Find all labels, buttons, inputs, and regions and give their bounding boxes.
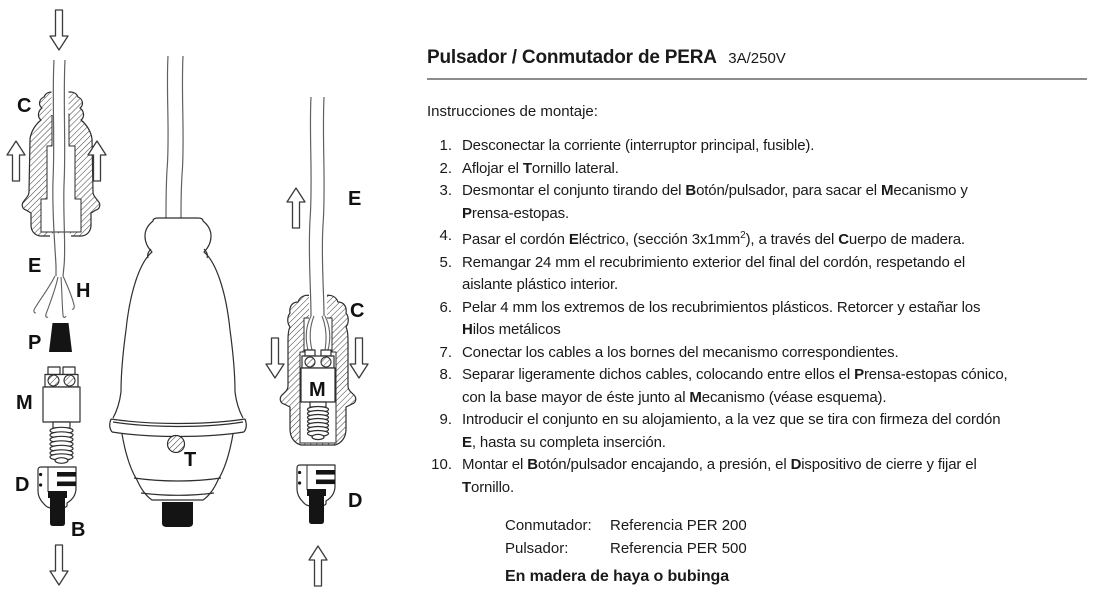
instruction-item	[427, 135, 1087, 158]
pear-body-outline	[113, 218, 243, 418]
instruction-text: Separar ligeramente dichos cables, colocando entre ellos el Prensa-estopas cónico, con la base mayor de éste junto al Mecanismo (véase esquema).	[462, 366, 1008, 406]
instruction-text: Aflojar el Tornillo lateral.	[462, 159, 619, 177]
instruction-item	[427, 225, 1087, 252]
label-mechanism: M	[309, 379, 326, 401]
instruction-text: Pelar 4 mm los extremos de los recubrimientos plásticos. Retorcer y estañar los Hilos metálicos	[462, 298, 981, 338]
references	[427, 515, 1087, 560]
closing-device-part	[38, 467, 76, 526]
gland-cone	[49, 323, 72, 352]
instruction-number: 10.	[431, 456, 452, 473]
terminal-screw-icon	[48, 375, 59, 386]
terminal-screw-icon	[64, 375, 75, 386]
label-body: C	[17, 95, 32, 117]
arrow-up-icon	[7, 141, 25, 181]
instructions-list	[427, 135, 1087, 499]
label-cord: E	[28, 255, 42, 277]
side-screw-icon	[168, 436, 185, 453]
terminal-screw-icon	[305, 357, 315, 367]
instruction-text: Pasar el cordón Eléctrico, (sección $3x1mm^2$), a través del Cuerpo de madera.	[462, 230, 965, 248]
instruction-item	[427, 297, 1087, 342]
metal-wire	[34, 276, 55, 313]
instructions-heading: Instrucciones de montaje:	[427, 103, 598, 120]
label-device: D	[15, 474, 30, 496]
instruction-number: 1.	[439, 137, 452, 154]
assembled-switch	[110, 56, 247, 527]
terminal-screw-icon	[321, 357, 331, 367]
metal-wire	[61, 277, 66, 317]
reference-label: Conmutador:	[505, 517, 592, 534]
instruction-item	[427, 409, 1087, 454]
electric-cord	[181, 56, 183, 218]
mechanism-part	[43, 367, 80, 463]
electric-cord	[166, 56, 168, 218]
reference-row	[505, 515, 1087, 538]
instruction-text: Desmontar el conjunto tirando del Botón/pulsador, para sacar el Mecanismo y Prensa-estopas.	[462, 182, 968, 222]
assembly-diagram	[0, 0, 420, 600]
instruction-number: 6.	[439, 298, 452, 316]
instruction-item	[427, 454, 1087, 499]
material-note: En madera de haya o bubinga	[505, 568, 730, 585]
product-title: Pulsador / Conmutador de PERA	[427, 47, 717, 68]
cross-section-view	[266, 97, 368, 586]
instruction-item	[427, 252, 1087, 297]
reference-value: Referencia PER 500	[610, 539, 747, 557]
arrow-down-icon	[50, 545, 68, 585]
instruction-text: Introducir el conjunto en su alojamiento, a la vez que se tira con firmeza del cordón E, hasta su completa inserción.	[462, 411, 1001, 451]
instruction-item	[427, 158, 1087, 181]
label-screw: T	[184, 449, 197, 471]
label-device: D	[348, 490, 363, 512]
label-mechanism: M	[16, 392, 33, 414]
push-button	[162, 502, 193, 527]
instruction-number: 3.	[439, 182, 452, 199]
title-divider	[427, 78, 1087, 80]
label-button: B	[71, 519, 86, 541]
arrow-up-icon	[287, 188, 305, 228]
exploded-view	[7, 10, 106, 585]
arrow-down-icon	[350, 338, 368, 378]
label-cord: E	[348, 188, 362, 210]
instruction-text: Conectar los cables a los bornes del mecanismo correspondientes.	[462, 343, 899, 361]
label-body: C	[350, 300, 365, 322]
instruction-number: 8.	[439, 366, 452, 383]
arrow-down-icon	[50, 10, 68, 50]
reference-value: Referencia PER 200	[610, 517, 747, 534]
instruction-text: Desconectar la corriente (interruptor principal, fusible).	[462, 137, 815, 154]
reference-label: Pulsador:	[505, 539, 569, 557]
closing-device-part	[297, 465, 335, 524]
instruction-number: 9.	[439, 411, 452, 428]
instruction-item	[427, 342, 1087, 365]
product-rating: 3A/250V	[728, 50, 786, 67]
instruction-number: 5.	[439, 253, 452, 271]
instruction-text: Remangar 24 mm el recubrimiento exterior del final del cordón, respetando el aislante plástico interior.	[462, 253, 966, 293]
label-gland: P	[28, 332, 42, 354]
metal-wire	[46, 277, 58, 317]
reference-row	[505, 538, 1087, 561]
instruction-text: Montar el Botón/pulsador encajando, a presión, el Dispositivo de cierre y fijar el Tornillo.	[462, 456, 977, 496]
instruction-item	[427, 180, 1087, 225]
text-column	[427, 0, 1087, 586]
instruction-number: 7.	[439, 343, 452, 361]
label-wires: H	[76, 280, 91, 302]
metal-wire	[63, 276, 74, 309]
arrow-down-icon	[266, 338, 284, 378]
instruction-number: 4.	[439, 227, 452, 244]
electric-cord	[309, 97, 311, 316]
electric-cord	[322, 97, 324, 316]
arrow-up-icon	[309, 546, 327, 586]
instruction-number: 2.	[439, 159, 452, 177]
instruction-item	[427, 364, 1087, 409]
page-title	[427, 47, 1087, 69]
